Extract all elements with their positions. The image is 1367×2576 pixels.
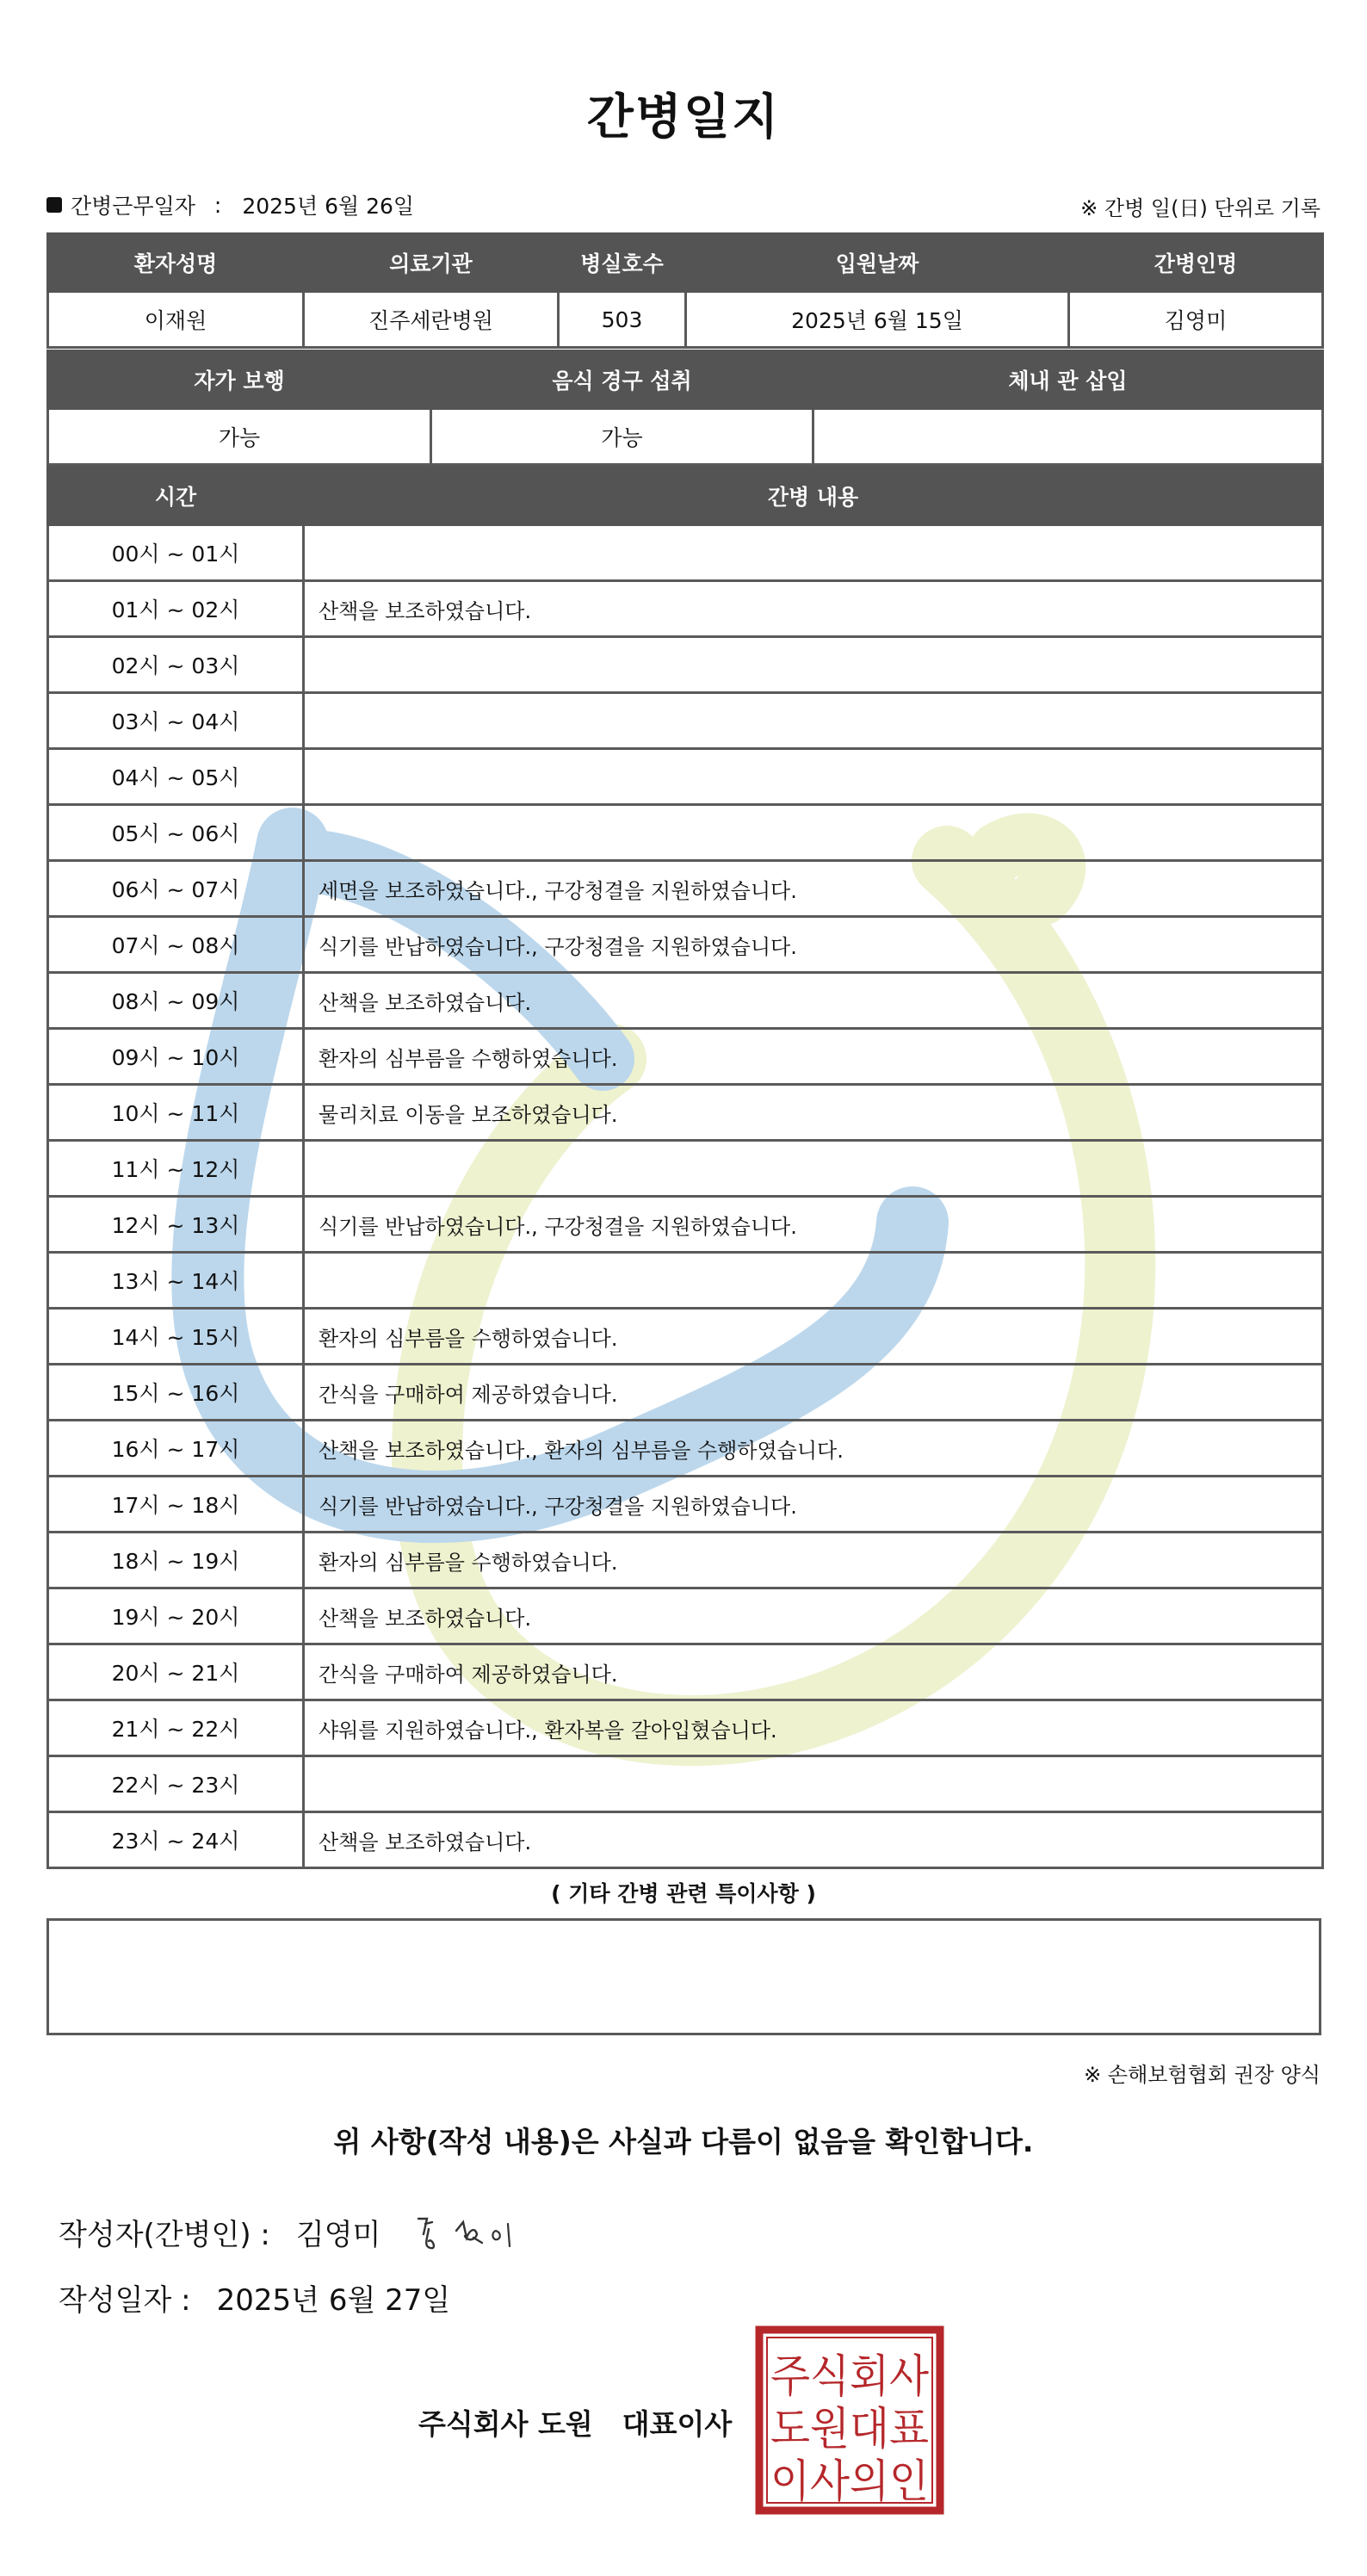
care-log-time: 22시 ~ 23시 (48, 1756, 304, 1812)
care-log-time: 13시 ~ 14시 (48, 1253, 304, 1309)
header-caregiver: 간병인명 (1069, 234, 1323, 292)
care-log-content (304, 1253, 1323, 1309)
care-log-time: 11시 ~ 12시 (48, 1141, 304, 1197)
care-log-header-row (48, 468, 1323, 525)
care-log-content: 간식을 구매하여 제공하였습니다. (304, 1365, 1323, 1421)
care-log-content: 샤워를 지원하였습니다., 환자복을 갈아입혔습니다. (304, 1700, 1323, 1756)
header-oral-intake: 음식 경구 섭취 (431, 351, 813, 409)
care-log-row (48, 1253, 1323, 1309)
care-log-time: 01시 ~ 02시 (48, 581, 304, 637)
header-admission-date: 입원날짜 (686, 234, 1069, 292)
care-log-row (48, 1588, 1323, 1644)
care-log-content (304, 1141, 1323, 1197)
care-log-content: 산책을 보조하였습니다. (304, 973, 1323, 1029)
room-number: 503 (559, 292, 686, 348)
care-log-time: 17시 ~ 18시 (48, 1477, 304, 1533)
care-log-row (48, 637, 1323, 693)
company-name: 주식회사 도원 (418, 2407, 593, 2441)
bullet-square-icon (46, 197, 62, 213)
care-log-content: 간식을 구매하여 제공하였습니다. (304, 1644, 1323, 1700)
admission-date: 2025년 6월 15일 (686, 292, 1069, 348)
care-log-row (48, 1141, 1323, 1197)
care-log-content: 식기를 반납하였습니다., 구강청결을 지원하였습니다. (304, 1197, 1323, 1253)
hospital-name: 진주세란병원 (304, 292, 559, 348)
header-hospital: 의료기관 (304, 234, 559, 292)
patient-name: 이재원 (48, 292, 304, 348)
care-log-time: 06시 ~ 07시 (48, 861, 304, 917)
written-date-label: 작성일자 : (59, 2283, 191, 2318)
care-log-time: 05시 ~ 06시 (48, 805, 304, 861)
care-log-row (48, 581, 1323, 637)
care-log-row (48, 861, 1323, 917)
patient-info-value-row (48, 292, 1323, 348)
care-log-row (48, 525, 1323, 581)
care-log-time: 00시 ~ 01시 (48, 525, 304, 581)
care-log-time: 03시 ~ 04시 (48, 693, 304, 749)
care-log-body (48, 525, 1323, 1868)
svg-text:주식회사: 주식회사 (770, 2351, 929, 2403)
patient-ability-table (46, 350, 1324, 466)
daily-note: ※ 간병 일(日) 단위로 기록 (1080, 196, 1321, 220)
svg-text:도원대표: 도원대표 (770, 2404, 929, 2455)
care-log-content: 산책을 보조하였습니다., 환자의 심부름을 수행하였습니다. (304, 1421, 1323, 1477)
care-log-time: 07시 ~ 08시 (48, 917, 304, 973)
svg-text:이사의인: 이사의인 (770, 2456, 929, 2508)
care-log-content (304, 749, 1323, 805)
header-tube-insertion: 체내 관 삽입 (813, 351, 1323, 409)
care-log-content: 세면을 보조하였습니다., 구강청결을 지원하였습니다. (304, 861, 1323, 917)
handwritten-signature (413, 2212, 525, 2253)
company-signature (418, 2402, 732, 2443)
care-log-time: 16시 ~ 17시 (48, 1421, 304, 1477)
care-log-time: 02시 ~ 03시 (48, 637, 304, 693)
ability-value-row (48, 409, 1323, 465)
care-log-row (48, 1309, 1323, 1365)
care-log-time: 21시 ~ 22시 (48, 1700, 304, 1756)
header-self-walking: 자가 보행 (48, 351, 431, 409)
care-log-time: 14시 ~ 15시 (48, 1309, 304, 1365)
notes-title: ( 기타 간병 관련 특이사항 ) (551, 1881, 816, 1906)
care-log-row (48, 1477, 1323, 1533)
care-log-content (304, 693, 1323, 749)
patient-info-table (46, 232, 1324, 349)
care-log-time: 04시 ~ 05시 (48, 749, 304, 805)
work-date-colon: : (213, 192, 222, 218)
care-log-time: 15시 ~ 16시 (48, 1365, 304, 1421)
care-log-content: 식기를 반납하였습니다., 구강청결을 지원하였습니다. (304, 917, 1323, 973)
care-log-row (48, 973, 1323, 1029)
care-log-row (48, 749, 1323, 805)
care-log-content: 환자의 심부름을 수행하였습니다. (304, 1029, 1323, 1085)
care-log-row (48, 1029, 1323, 1085)
care-log-time: 10시 ~ 11시 (48, 1085, 304, 1141)
work-date (46, 189, 414, 220)
oral-intake-value: 가능 (431, 409, 813, 465)
header-patient-name: 환자성명 (48, 234, 304, 292)
care-log-row (48, 805, 1323, 861)
header-room: 병실호수 (559, 234, 686, 292)
care-log-row (48, 1533, 1323, 1588)
written-date-line (59, 2276, 450, 2319)
company-seal-stamp (754, 2325, 945, 2516)
care-log-row (48, 1700, 1323, 1756)
care-log-content (304, 525, 1323, 581)
care-log-content: 식기를 반납하였습니다., 구강청결을 지원하였습니다. (304, 1477, 1323, 1533)
care-log-content (304, 1756, 1323, 1812)
care-log-time: 08시 ~ 09시 (48, 973, 304, 1029)
care-log-time: 09시 ~ 10시 (48, 1029, 304, 1085)
care-log-content: 환자의 심부름을 수행하였습니다. (304, 1533, 1323, 1588)
self-walking-value: 가능 (48, 409, 431, 465)
care-log-row (48, 1421, 1323, 1477)
written-date-value: 2025년 6월 27일 (216, 2283, 451, 2318)
writer-label: 작성자(간병인) : (59, 2218, 270, 2252)
care-log-content: 산책을 보조하였습니다. (304, 1588, 1323, 1644)
care-log-table (46, 466, 1324, 1869)
care-log-row (48, 1365, 1323, 1421)
writer-name: 김영미 (295, 2218, 381, 2252)
caregiver-name: 김영미 (1069, 292, 1323, 348)
care-log-time: 18시 ~ 19시 (48, 1533, 304, 1588)
writer-line (59, 2211, 525, 2253)
care-log-row (48, 1085, 1323, 1141)
tube-insertion-value (813, 409, 1323, 465)
care-log-content: 환자의 심부름을 수행하였습니다. (304, 1309, 1323, 1365)
header-care-content: 간병 내용 (304, 468, 1323, 525)
ability-header-row (48, 351, 1323, 409)
confirmation-statement: 위 사항(작성 내용)은 사실과 다름이 없음을 확인합니다. (333, 2125, 1034, 2158)
care-log-row (48, 1756, 1323, 1812)
work-date-value: 2025년 6월 26일 (242, 194, 415, 219)
company-ceo-title: 대표이사 (622, 2407, 733, 2441)
care-log-time: 12시 ~ 13시 (48, 1197, 304, 1253)
care-log-row (48, 693, 1323, 749)
document-title: 간병일지 (586, 90, 781, 146)
care-log-content: 물리치료 이동을 보조하였습니다. (304, 1085, 1323, 1141)
care-log-content (304, 637, 1323, 693)
header-time: 시간 (48, 468, 304, 525)
care-log-row (48, 1197, 1323, 1253)
care-log-time: 19시 ~ 20시 (48, 1588, 304, 1644)
recommended-form-note: ※ 손해보험협회 권장 양식 (1084, 2063, 1321, 2087)
care-log-content (304, 805, 1323, 861)
patient-info-header-row (48, 234, 1323, 292)
work-date-label: 간병근무일자 (71, 194, 195, 219)
care-log-content: 산책을 보조하였습니다. (304, 581, 1323, 637)
notes-box (46, 1918, 1321, 2035)
care-log-row (48, 1812, 1323, 1868)
care-log-time: 23시 ~ 24시 (48, 1812, 304, 1868)
care-log-row (48, 1644, 1323, 1700)
care-log-content: 산책을 보조하였습니다. (304, 1812, 1323, 1868)
care-log-time: 20시 ~ 21시 (48, 1644, 304, 1700)
care-log-row (48, 917, 1323, 973)
